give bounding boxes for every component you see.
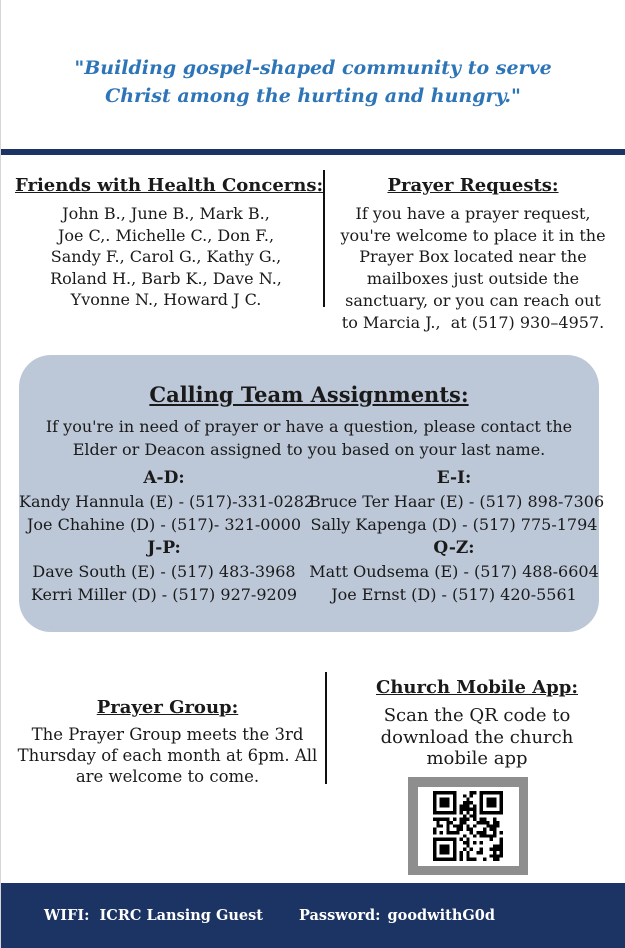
group-range-label: Q-Z: [433, 538, 475, 558]
prayer-group-text: The Prayer Group meets the 3rd [31, 725, 304, 744]
mobile-app-text: Scan the QR code to [383, 705, 571, 726]
calling-team-title: Calling Team Assignments: [149, 382, 469, 407]
mobile-app-section [345, 677, 609, 770]
qr-code-icon [433, 791, 503, 861]
team-member: Matt Oudsema (E) - (517) 488-6604 [309, 562, 599, 581]
calling-team-left-column [19, 466, 315, 606]
prayer-group-section [15, 697, 320, 787]
calling-team-panel [19, 355, 605, 632]
calling-team-right-column [309, 466, 605, 606]
prayer-requests-section [329, 175, 617, 333]
health-concerns-names: Sandy F., Carol G., Kathy G., [50, 247, 282, 266]
group-range-label: A-D: [143, 468, 185, 488]
prayer-requests-text: mailboxes just outside the [366, 269, 580, 289]
health-concerns-names: Roland H., Barb K., Dave N., [50, 268, 282, 288]
calling-team-intro-line: If you're in need of prayer or have a question, please contact the [45, 417, 573, 436]
column-divider [323, 170, 325, 307]
quote-line: Christ among the hurting and hungry." [105, 85, 521, 107]
calling-team-grid [19, 466, 605, 606]
health-concerns-names: John B., June B., Mark B., [62, 204, 270, 223]
mission-quote [1, 54, 625, 110]
prayer-requests-text: sanctuary, or you can reach out [345, 290, 601, 310]
health-concerns-names: Yvonne N., Howard J C. [70, 290, 262, 309]
team-member: Kerri Miller (D) - (517) 927-9209 [30, 585, 298, 604]
team-member: Kandy Hannula (E) - (517)-331-0282 [19, 492, 315, 511]
calling-team-intro [19, 416, 599, 461]
team-member: Joe Ernst (D) - (517) 420-5561 [331, 585, 577, 604]
horizontal-rule [1, 149, 625, 155]
prayer-group-text: Thursday of each month at 6pm. All [17, 745, 318, 765]
prayer-requests-text: you're welcome to place it in the [340, 225, 606, 245]
group-range-label: J-P: [147, 538, 181, 558]
password-label: Password: [299, 907, 381, 924]
calling-team-intro-line: Elder or Deacon assigned to you based on your last name. [72, 439, 546, 459]
wifi-network-name: ICRC Lansing Guest [99, 907, 264, 924]
prayer-group-text: are welcome to come. [75, 766, 260, 786]
qr-code-background [418, 787, 519, 866]
prayer-group-title: Prayer Group: [96, 697, 239, 718]
wifi-label: WIFI: [44, 907, 90, 924]
prayer-requests-text: If you have a prayer request, [355, 204, 591, 223]
group-range-label: E-I: [436, 468, 472, 488]
password-value: goodwithG0d [387, 907, 496, 924]
prayer-requests-text: Prayer Box located near the [359, 247, 587, 267]
health-concerns-names: Joe C,. Michelle C., Don F., [57, 225, 275, 245]
health-concerns-title: Friends with Health Concerns: [15, 175, 324, 196]
footer-bar [1, 883, 625, 948]
mobile-app-title: Church Mobile App: [376, 677, 578, 698]
team-member: Dave South (E) - (517) 483-3968 [32, 562, 296, 581]
prayer-requests-text: to Marcia J., at (517) 930–4957. [341, 312, 605, 332]
qr-code-frame [408, 777, 528, 875]
prayer-requests-title: Prayer Requests: [387, 175, 559, 196]
quote-line: "Building gospel-shaped community to serve [74, 57, 552, 79]
team-member: Sally Kapenga (D) - (517) 775-1794 [310, 515, 598, 534]
team-member: Joe Chahine (D) - (517)- 321-0000 [26, 515, 302, 534]
column-divider [325, 672, 327, 784]
health-concerns-section [15, 175, 324, 311]
mobile-app-text: mobile app [426, 748, 528, 769]
mobile-app-text: download the church [380, 726, 574, 748]
team-member: Bruce Ter Haar (E) - (517) 898-7306 [309, 492, 605, 511]
